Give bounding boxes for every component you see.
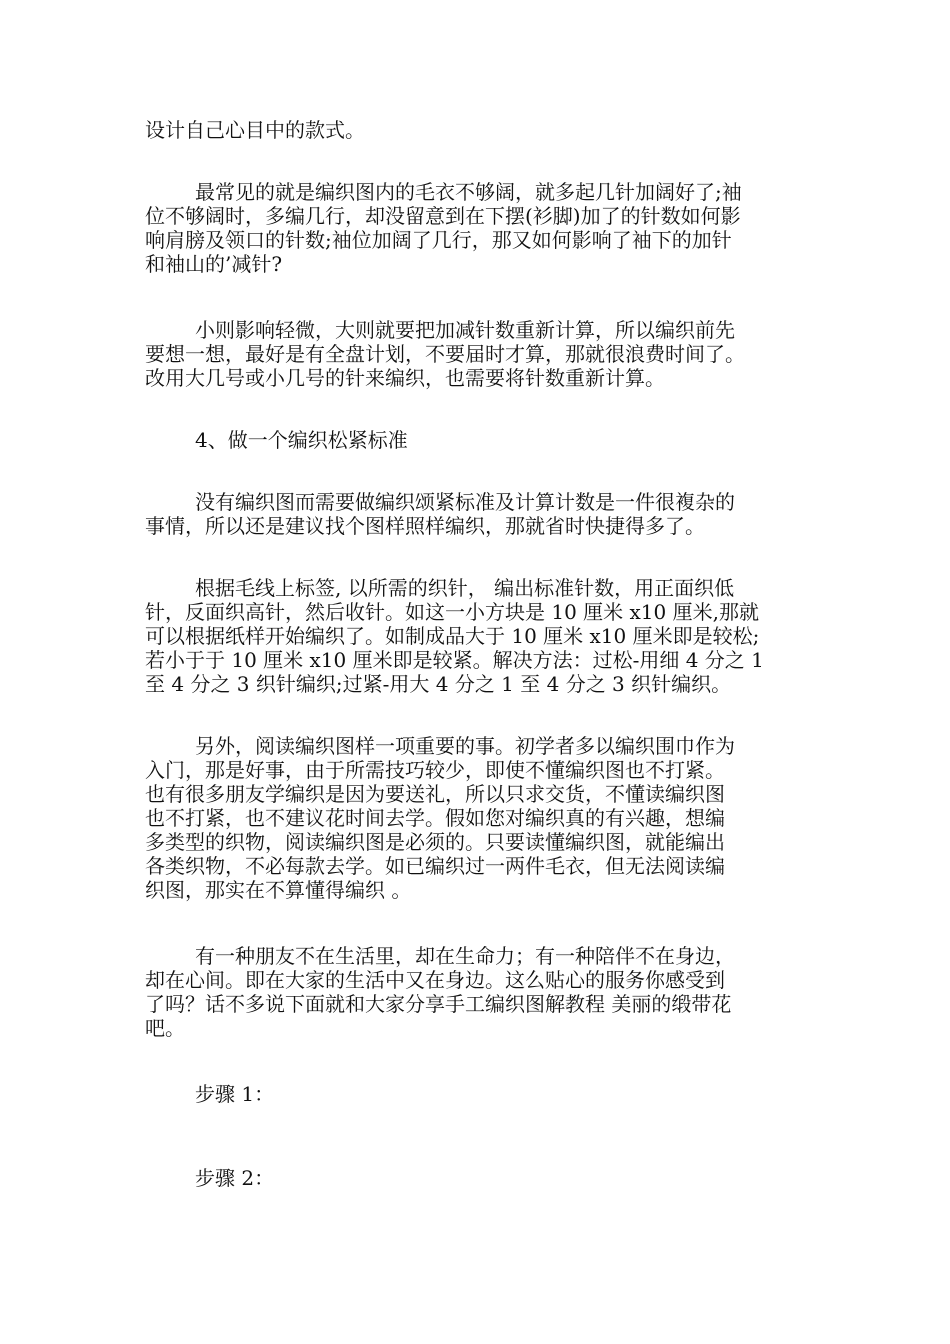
section-heading-gauge: 4、做一个编织松紧标准 — [195, 428, 408, 452]
paragraph-tutorial-intro: 有一种朋友不在生活里，却在生命力；有一种陪伴不在身边， 却在心间。即在大家的生活中又在身边。这么贴心的服务你感受到 了吗？话不多说下面就和大家分享手工编织图解教程 美丽的缎带花 吧。 — [145, 944, 735, 1040]
paragraph-gauge-method: 根据毛线上标签, 以所需的织针， 编出标准针数，用正面织低 针，反面织高针，然后收针。如这一小方块是 10 厘米 x10 厘米,那就 可以根据纸样开始编织了。如制成品大于 10 厘米 x10 厘米即是较松; 若小于于 10 厘米 x10 厘米即是较紧。解决方法：过松-用细 4 分之 1 至 4 分之 3 织针编织;过紧-用大 4 分之 1 至 4 分之 3 织针编织。 — [145, 576, 764, 696]
paragraph-gauge-complexity: 没有编织图而需要做编织颂紧标准及计算计数是一件很複杂的 事情，所以还是建议找个图样照样编织，那就省时快捷得多了。 — [145, 490, 735, 538]
paragraph-reading-charts: 另外，阅读编织图样一项重要的事。初学者多以编织围巾作为 入门，那是好事，由于所需技巧较少，即使不懂编织图也不打紧。 也有很多朋友学编织是因为要送礼，所以只求交货，不懂读编织图 也不打紧，也不建议花时间去学。假如您对编织真的有兴趣，想编 多类型的织物，阅读编织图是必须的。只要读懂编织图，就能编出 各类织物，不必每款去学。如已编织过一两件毛衣，但无法阅读编 织图，那实在不算懂得编织 。 — [145, 734, 735, 902]
document-body — [145, 118, 825, 1190]
paragraph-recalculate-stitches: 小则影响轻微，大则就要把加减针数重新计算，所以编织前先 要想一想，最好是有全盘计划，不要届时才算，那就很浪费时间了。 改用大几号或小几号的针来编织，也需要将针数重新计算。 — [145, 318, 745, 390]
step-2-label: 步骤 2： — [195, 1166, 275, 1190]
paragraph-sleeve-adjustment: 最常见的就是编织图内的毛衣不够阔，就多起几针加阔好了;袖 位不够阔时，多编几行，却没留意到在下摆(衫脚)加了的针数如何影 响肩膀及领口的针数;袖位加阔了几行，那又如何影响了袖下的加针 和袖山的’减针? — [145, 180, 742, 276]
paragraph-intro-tail: 设计自己心目中的款式。 — [145, 118, 365, 142]
step-1-label: 步骤 1： — [195, 1082, 275, 1106]
